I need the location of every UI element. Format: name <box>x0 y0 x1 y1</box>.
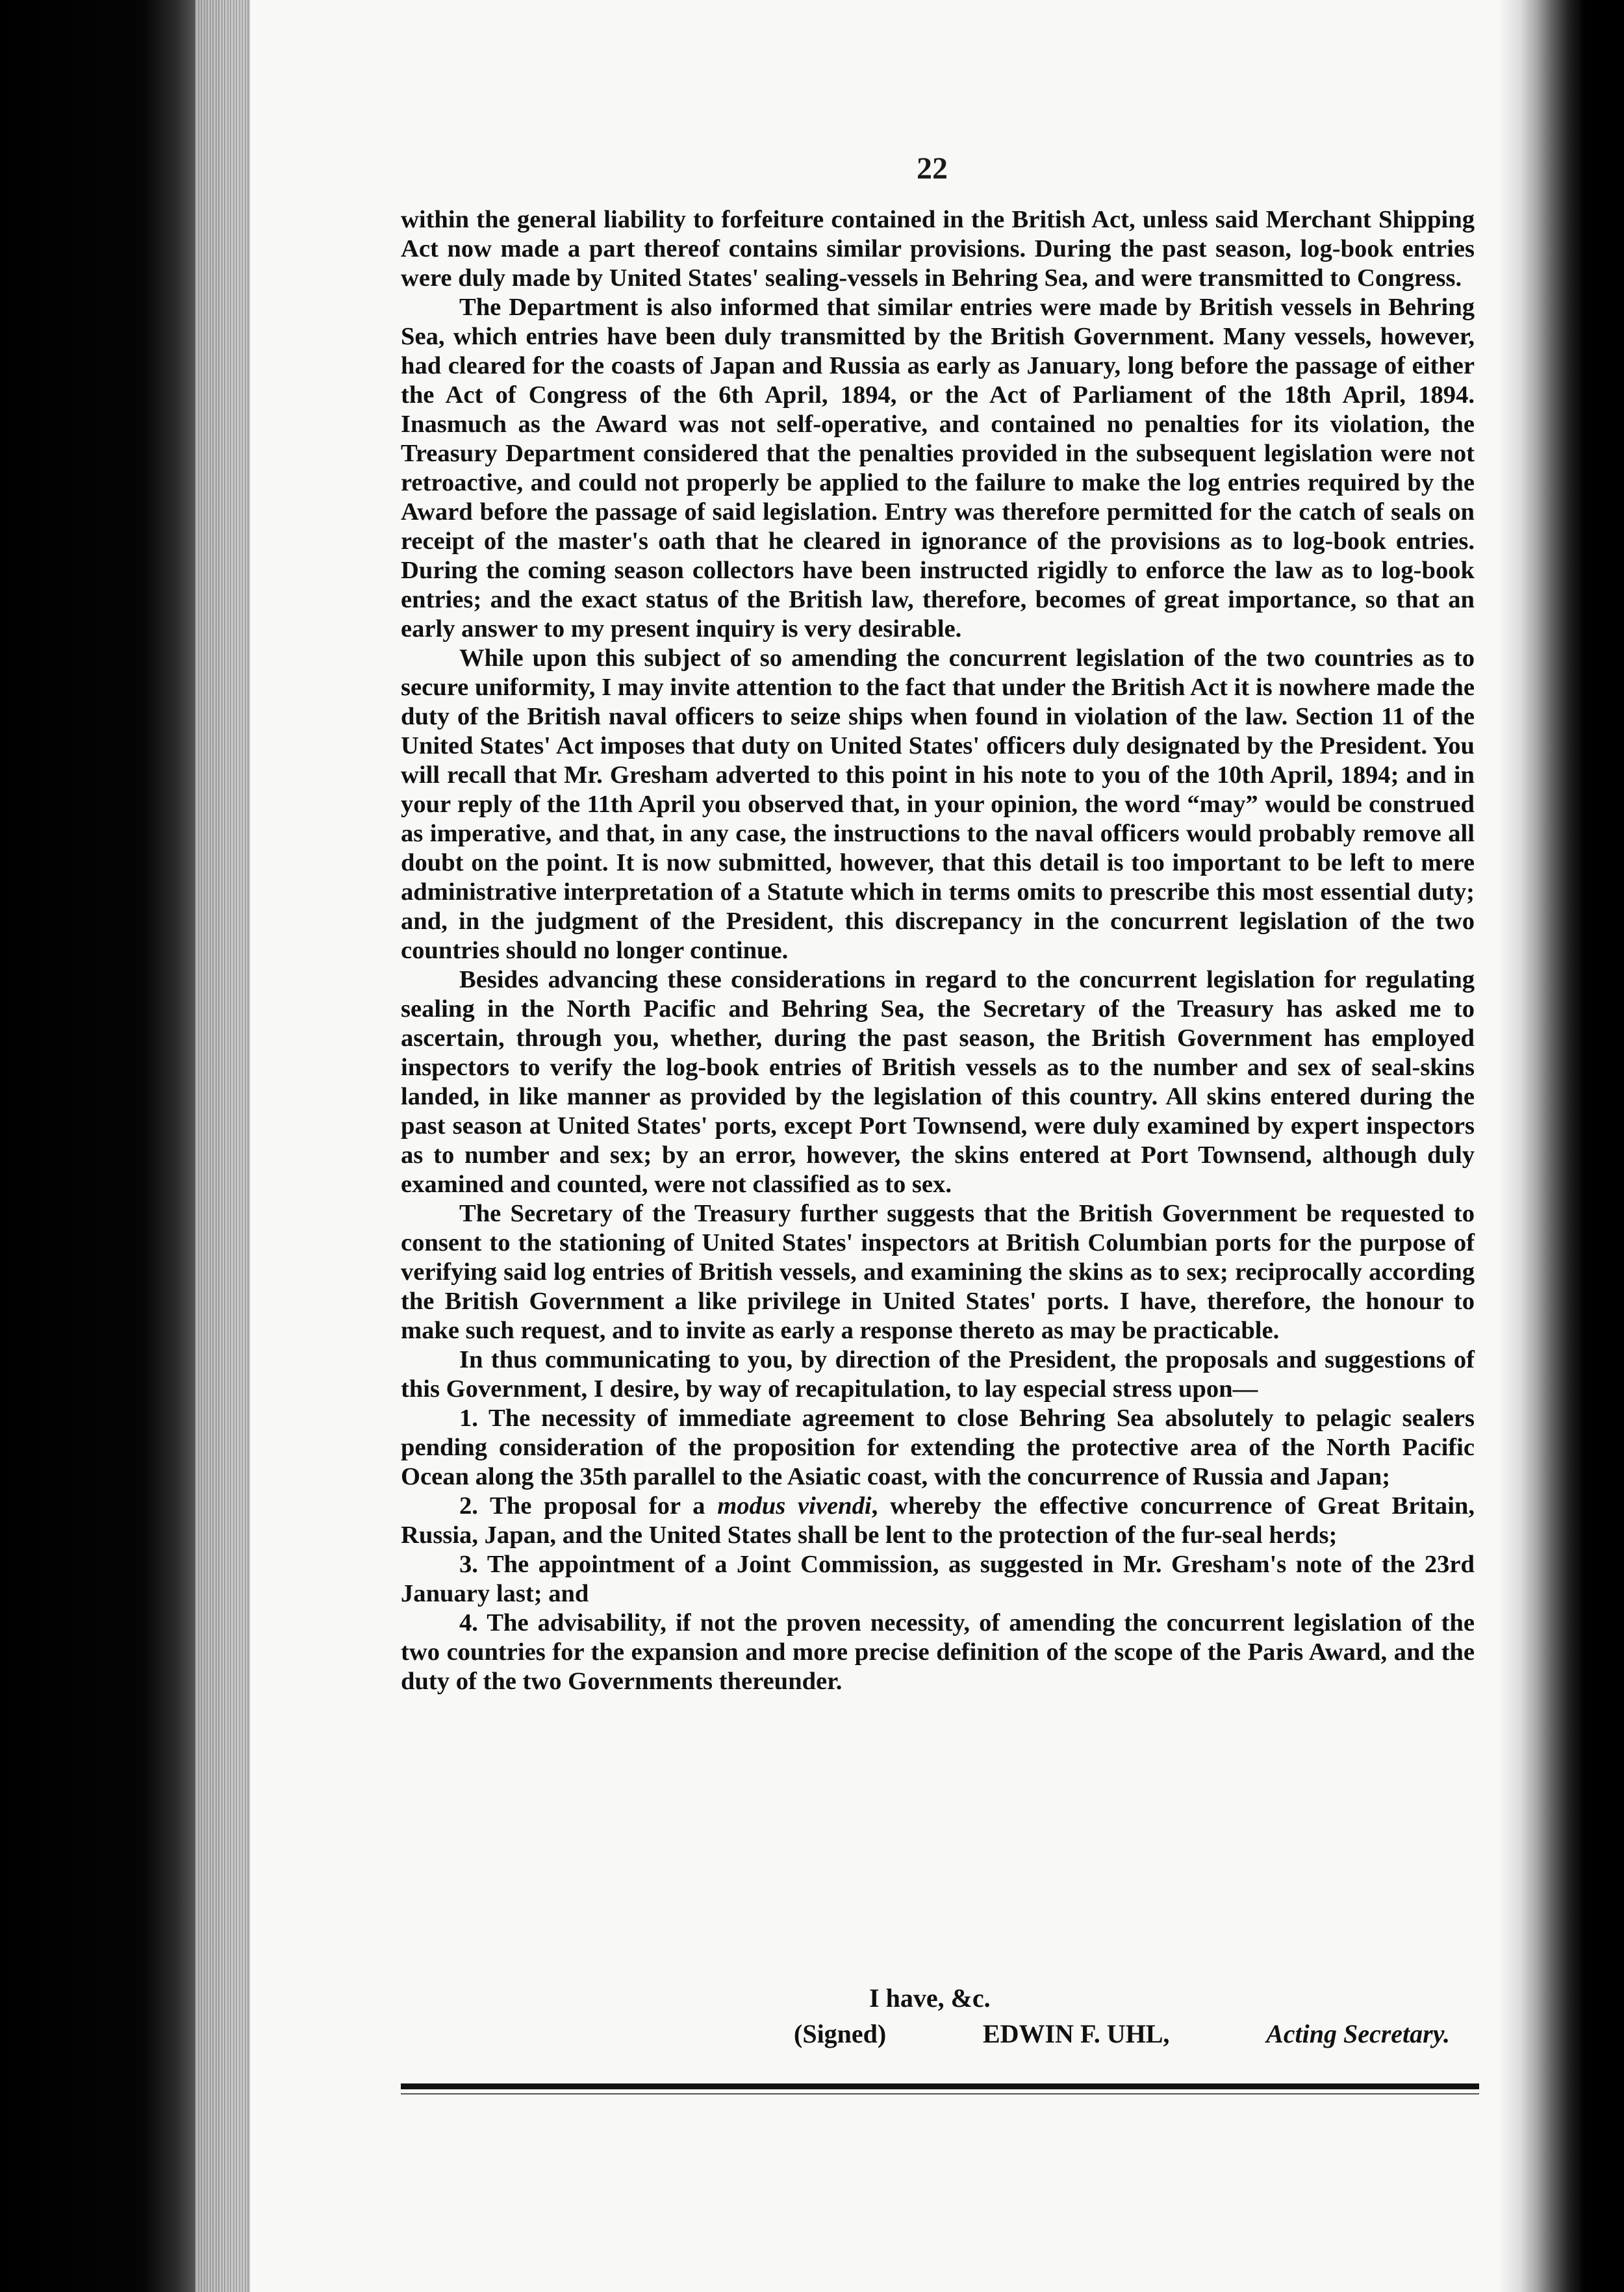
recapitulation-item-2 <box>401 1492 1475 1550</box>
letter-body <box>401 205 1475 1696</box>
signature-line <box>794 2018 1450 2049</box>
modus-vivendi-term: modus vivendi <box>717 1492 872 1520</box>
paragraph: Besides advancing these considerations in regard to the concurrent legislation for regulating sealing in the North Pacific and Behring Sea, the Secretary of the Treasury has asked me to ascertain, through you, whether, during the past season, the British Government has employed inspectors to verify the log-book entries of British vessels as to the number and sex of seal-skins landed, in like manner as provided by the legislation of this country. All skins entered during the past season at United States' ports, except Port Townsend, were duly examined by expert inspectors as to number and sex; by an error, however, the skins entered at Port Townsend, although duly examined and counted, were not classified as to sex. <box>401 966 1475 1198</box>
paragraph: The Department is also informed that similar entries were made by British vessels in Behring Sea, which entries have been duly transmitted by the British Government. Many vessels, however, had cleared for the coasts of Japan and Russia as early as January, long before the passage of either the Act of Congress of the 6th April, 1894, or the Act of Parliament of the 18th April, 1894. Inasmuch as the Award was not self-operative, and contained no penalties for its violation, the Treasury Department considered that the penalties provided in the subsequent legislation were not retroactive, and could not properly be applied to the failure to make the log entries required by the Award before the passage of said legislation. Entry was therefore permitted for the catch of seals on receipt of the master's oath that he cleared in ignorance of the provisions as to log-book entries. During the coming season collectors have been instructed rigidly to enforce the law as to log-book entries; and the exact status of the British law, therefore, becomes of great importance, so that an early answer to my present inquiry is very desirable. <box>401 294 1475 643</box>
closing-rule <box>401 2083 1479 2089</box>
paragraph: In thus communicating to you, by direction of the President, the proposals and suggestions of this Government, I desire, by way of recapitulation, to lay especial stress upon— <box>401 1346 1475 1403</box>
signed-label: (Signed) <box>794 2019 887 2048</box>
closing-salutation: I have, &c. <box>869 1983 991 2013</box>
recapitulation-item-1: 1. The necessity of immediate agreement to close Behring Sea absolutely to pelagic sealers pending consideration of the proposition for extending the protective area of the North Pacific Ocean along the 35th parallel to the Asiatic coast, with the concurrence of Russia and Japan; <box>401 1405 1475 1490</box>
book-edge-right <box>1501 0 1624 2292</box>
page-stack-edge <box>195 0 250 2292</box>
paragraph: While upon this subject of so amending the concurrent legislation of the two countries as to secure uniformity, I may invite attention to the fact that under the British Act it is nowhere made the duty of the British naval officers to seize ships when found in violation of the law. Section 11 of the United States' Act imposes that duty on United States' officers duly designated by the President. You will recall that Mr. Gresham adverted to this point in his note to you of the 10th April, 1894; and in your reply of the 11th April you observed that, in your opinion, the word “may” would be construed as imperative, and that, in any case, the instructions to the naval officers would probably remove all doubt on the point. It is now submitted, however, that this detail is too important to be left to mere administrative interpretation of a Statute which in terms omits to prescribe this most essential duty; and, in the judgment of the President, this discrepancy in the concurrent legislation of the two countries should no longer continue. <box>401 644 1475 964</box>
item-prefix: 2. The proposal for a <box>459 1492 718 1520</box>
paragraph: The Secretary of the Treasury further suggests that the British Government be requested to consent to the stationing of United States' inspectors at British Columbian ports for the purpose of verifying said log entries of British vessels, and examining the skins as to sex; reciprocally according the British Government a like privilege in United States' ports. I have, therefore, the honour to make such request, and to invite as early a response thereto as may be practicable. <box>401 1200 1475 1344</box>
signatory-title: Acting Secretary. <box>1266 2019 1450 2048</box>
recapitulation-item-3: 3. The appointment of a Joint Commission, as suggested in Mr. Gresham's note of the 23rd January last; and <box>401 1551 1475 1607</box>
item-suffix: , whereby the effective concurrence of Great Britain, Russia, Japan, and the United States shall be lent to the protection of the fur-seal herds; <box>401 1492 1475 1549</box>
recapitulation-item-4: 4. The advisability, if not the proven necessity, of amending the concurrent legislation of the two countries for the expansion and more precise definition of the scope of the Paris Award, and the duty of the two Governments thereunder. <box>401 1609 1475 1695</box>
page-number: 22 <box>917 151 948 186</box>
closing-rule-thin <box>401 2093 1479 2095</box>
signatory-name: EDWIN F. UHL, <box>982 2019 1170 2048</box>
paragraph: within the general liability to forfeiture contained in the British Act, unless said Merchant Shipping Act now made a part thereof contains similar provisions. During the past season, log-book entries were duly made by United States' sealing-vessels in Behring Sea, and were transmitted to Congress. <box>401 206 1475 292</box>
